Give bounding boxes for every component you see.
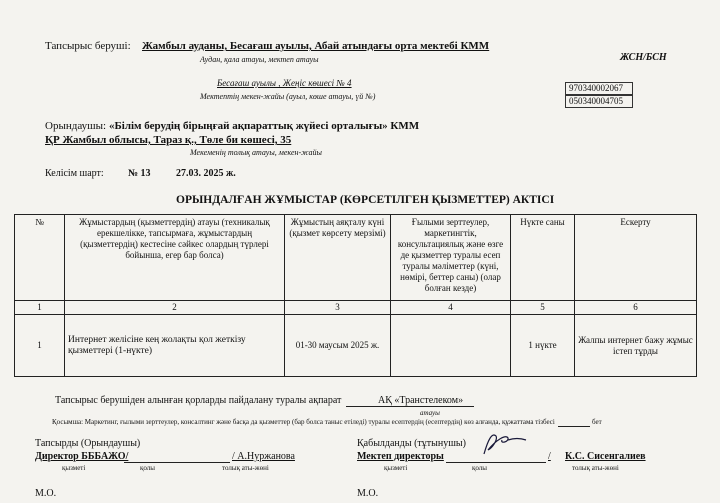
customer-signature-line [446,462,546,463]
contract-label: Келісім шарт: [45,168,104,179]
contract-number: № 13 [128,168,151,179]
row-name: Интернет желісіне кең жолақты қол жеткізу қызметтері (1-нүкте) [65,315,285,377]
stamp-place-right: М.О. [357,488,379,499]
contract-date: 27.03. 2025 ж. [176,168,236,179]
contractor-label: Орындаушы: [45,120,107,132]
appendix-suffix: бет [592,418,602,426]
stock-underline [346,406,474,407]
caption-position: қызметі [62,464,86,472]
stock-value: АҚ «Транстелеком» [378,395,464,406]
contractor-signature-line [124,462,230,463]
address-caption: Мектептің мекен-жайы (ауыл, көше атауы, үй №) [200,92,376,101]
row-note: Жалпы интернет бажу жұмыс істеп тұрды [575,315,697,377]
row-points: 1 нүкте [511,315,575,377]
col-number: 5 [511,301,575,315]
col-number: 4 [391,301,511,315]
stock-label: Тапсырыс берушіден алынған қорларды пайдалану туралы ақпарат [55,395,342,406]
col-number: 2 [65,301,285,315]
table-row [15,315,697,377]
col-number: 3 [285,301,391,315]
caption-position: қызметі [384,464,408,472]
caption-full-name: толық аты-жөні [222,464,269,472]
handed-over-heading: Тапсырды (Орындаушы) [35,438,141,449]
stamp-place-left: М.О. [35,488,57,499]
school-address: Бесағаш ауылы , Жеңіс көшесі № 4 [217,78,352,88]
contractor-caption: Мекеменің толық атауы, мекен-жайы [190,148,322,157]
handwritten-signature [478,428,530,456]
stock-caption: атауы [420,409,440,417]
document-title: ОРЫНДАЛҒАН ЖҰМЫСТАР (КӨРСЕТІЛГЕН ҚЫЗМЕТТЕР) АКТІСІ [176,194,555,206]
contractor-signer-name: / А.Нуржанова [232,451,295,462]
header-report: Ғылыми зерттеулер, маркетингтік, консультациялық және өзге де қызметтер туралы есеп туралы мәліметтер (күні, нөмірі, беттер саны) (олар болған кезде) [391,215,511,301]
works-table [14,214,697,377]
customer-position: Мектеп директоры [357,451,444,462]
contractor-address: ҚР Жамбыл облысы, Тараз қ., Төле би көшесі, 35 [45,134,292,146]
header-points: Нүкте саны [511,215,575,301]
caption-signature: қолы [472,464,488,472]
code-label: ЖСН/БСН [620,52,667,63]
caption-signature: қолы [140,464,156,472]
row-period: 01-30 маусым 2025 ж. [285,315,391,377]
header-no: № [15,215,65,301]
contractor-position: Директор БББАЖО/ [35,451,129,462]
caption-full-name: толық аты-жөні [572,464,619,472]
row-no: 1 [15,315,65,377]
header-name: Жұмыстардың (қызметтердің) атауы (техникалық ерекшелікке, тапсырмаға, жұмыстардың (қызметтердің) кестесіне сәйкес олардың түрлері бойынша, егер бар болса) [65,215,285,301]
contractor-name: «Білім берудің бірыңғай ақпараттық жүйесі орталығы» КММ [109,120,420,132]
customer-signer-name: К.С. Сисенгалиев [565,451,646,462]
bin-code-2: 050340004705 [565,95,633,108]
table-header-row [15,215,697,301]
header-period: Жұмыстың аяқталу күні (қызмет көрсету мерзімі) [285,215,391,301]
appendix-text: Қосымша: Маркетинг, ғылыми зерттеулер, консалтинг және басқа да қызметтер (бар болса таныс етіледі) туралы есептердің (есептердің) көз алғанда, құжаттама тізбесі [52,418,555,426]
header-note: Ескерту [575,215,697,301]
row-report [391,315,511,377]
accepted-heading: Қабылданды (тұтынушы) [357,438,466,449]
col-number: 1 [15,301,65,315]
customer-name: Жамбыл ауданы, Бесағаш ауылы, Абай атындағы орта мектебі КММ [142,40,490,52]
customer-caption: Аудан, қала атауы, мектеп атауы [200,55,319,64]
customer-signer-separator: / [548,451,551,462]
appendix-underline [558,426,590,427]
column-numbers-row [15,301,697,315]
bin-code-1: 970340002067 [565,82,633,95]
customer-label: Тапсырыс беруші: [45,40,131,52]
col-number: 6 [575,301,697,315]
